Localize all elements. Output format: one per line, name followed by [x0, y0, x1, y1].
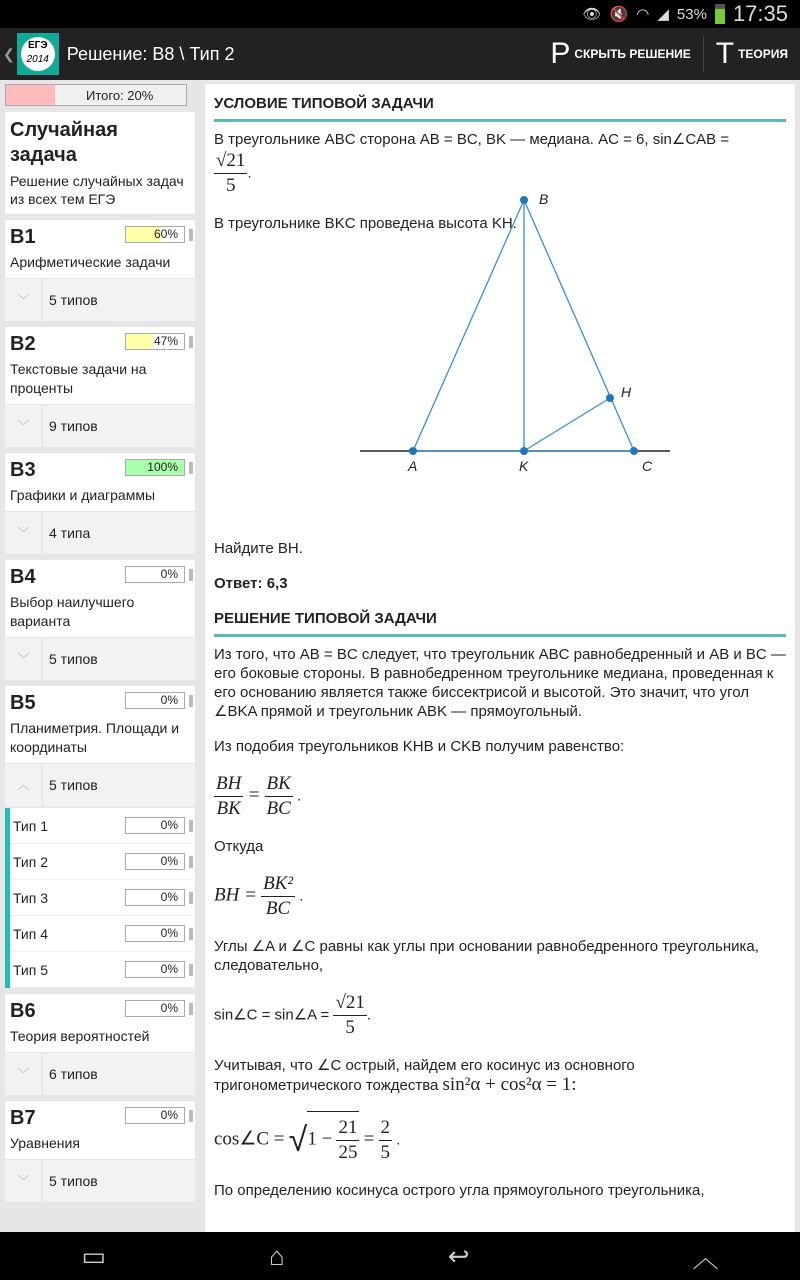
wifi-icon: ◠: [636, 6, 650, 23]
equals: =: [363, 1128, 375, 1150]
subtype-label: Тип 3: [13, 889, 49, 906]
solution-para-1: Из того, что AB = BC следует, что треугольник ABC равнобедренный и AB и BC — его боковые стороны. В равнобедренном треугольнике медиана, проведенная к его основанию является также биссектрисой и высотой. Это значит, что угол ∠BKA прямой и треугольник ABK — прямоугольный.: [214, 646, 786, 720]
progress-label: 0%: [160, 1001, 178, 1015]
label-k: K: [519, 458, 529, 474]
solution-para-2: Из подобия треугольников KHB и CKB получим равенство:: [214, 738, 625, 755]
section-card-b5[interactable]: [5, 686, 195, 806]
types-count: 9 типов: [49, 418, 98, 434]
types-count: 5 типов: [49, 1173, 98, 1189]
section-code: B4: [10, 566, 36, 588]
numerator: BH: [214, 772, 243, 797]
subtype-progress: [125, 961, 185, 978]
point-h: [606, 394, 614, 402]
point-c: [630, 447, 638, 455]
denominator: BC: [266, 798, 291, 819]
section-expand-row[interactable]: [5, 763, 195, 806]
types-count: 5 типов: [49, 777, 98, 793]
condition-line: В треугольнике ABC сторона AB = BC, BK — медиана. AC = 6, sin∠CAB =: [214, 131, 730, 148]
hide-solution-label: СКРЫТЬ РЕШЕНИЕ: [574, 47, 691, 61]
equation-3: sin∠C = sin∠A = $\frac{√21}{5}$ .: [214, 992, 372, 1038]
progress-label: 0%: [160, 926, 178, 940]
subtype-label: Тип 1: [13, 817, 49, 834]
chevron-down-icon[interactable]: ﹀: [5, 279, 43, 321]
mute-icon: 🔇: [609, 6, 629, 23]
subtype-progress: [125, 889, 185, 906]
point-a: [409, 447, 417, 455]
section-name: Арифметические задачи: [10, 254, 171, 270]
section-name: Теория вероятностей: [10, 1028, 150, 1044]
subtype-label: Тип 2: [13, 853, 49, 870]
progress-label: 100%: [147, 460, 178, 474]
random-task-desc: Решение случайных задач из всех тем ЕГЭ: [10, 173, 184, 207]
condition-text-2: В треугольнике BKC проведена высота KH.: [214, 215, 517, 232]
condition-text: В треугольнике ABC сторона AB = BC, BK — медиана. AC = 6, sin∠CAB = $\frac{√21}{5}$ .: [214, 131, 730, 196]
back-nav-icon[interactable]: ↩: [447, 1240, 470, 1271]
subtype-progress: [125, 853, 185, 870]
label-c: C: [642, 458, 653, 474]
app-logo[interactable]: [17, 33, 59, 75]
equation-lhs: BH =: [214, 884, 257, 906]
section-expand-row[interactable]: [5, 511, 195, 554]
point-b: [520, 196, 528, 204]
battery-icon: [715, 4, 725, 24]
numerator: √21: [214, 149, 247, 174]
back-icon[interactable]: ❮: [3, 45, 15, 62]
section-name: Планиметрия. Площади и координаты: [10, 720, 180, 755]
chevron-down-icon[interactable]: ﹀: [5, 405, 43, 447]
subtype-progress: [125, 817, 185, 834]
sin-fraction: [214, 149, 247, 198]
section-expand-row[interactable]: [5, 278, 195, 321]
section-expand-row[interactable]: [5, 1159, 195, 1202]
height-kh: [524, 398, 610, 451]
numerator: BK²: [261, 872, 295, 897]
subtype-progress: [125, 925, 185, 942]
progress-label: 0%: [160, 890, 178, 904]
section-progress: [125, 459, 185, 476]
denominator: 5: [380, 1142, 391, 1163]
find-text: Найдите BH.: [214, 540, 303, 557]
root-text: 1 −: [307, 1128, 333, 1150]
section-card-b2[interactable]: [5, 327, 195, 447]
chevron-down-icon[interactable]: ﹀: [5, 512, 43, 554]
subtype-item[interactable]: [10, 844, 195, 880]
progress-label: 60%: [153, 227, 178, 241]
solution-heading: РЕШЕНИЕ ТИПОВОЙ ЗАДАЧИ: [214, 609, 786, 637]
section-name: Выбор наилучшего варианта: [10, 594, 135, 629]
types-count: 5 типов: [49, 292, 98, 308]
denominator: BK: [216, 798, 241, 819]
types-count: 6 типов: [49, 1066, 98, 1082]
sidebar[interactable]: [5, 84, 195, 1232]
section-expand-row[interactable]: [5, 1052, 195, 1095]
numerator: 2: [379, 1116, 393, 1141]
fraction: [265, 772, 293, 821]
page-title: Решение: B8 \ Тип 2: [66, 43, 235, 64]
random-task-card[interactable]: [5, 112, 195, 214]
equation-lhs: cos∠C =: [214, 1128, 285, 1150]
content-panel[interactable]: [205, 84, 795, 1232]
section-header[interactable]: [5, 453, 195, 511]
numerator: BK: [265, 772, 293, 797]
label-h: H: [621, 384, 632, 400]
total-progress-fill: [6, 85, 55, 105]
section-header[interactable]: [5, 994, 195, 1052]
section-name: Текстовые задачи на проценты: [10, 361, 147, 396]
total-label: Итого: 20%: [86, 88, 154, 103]
section-progress: [125, 1107, 185, 1124]
section-code: B1: [10, 226, 36, 248]
types-count: 5 типов: [49, 651, 98, 667]
section-code: B6: [10, 1000, 36, 1022]
solution-para-3: Откуда: [214, 838, 264, 855]
section-code: B5: [10, 692, 36, 714]
denominator: 5: [225, 175, 236, 196]
total-progress: [5, 84, 187, 106]
progress-label: 47%: [153, 334, 178, 348]
hide-solution-button[interactable]: [538, 28, 702, 80]
section-header[interactable]: [5, 1101, 195, 1159]
chevron-down-icon[interactable]: ﹀: [5, 1160, 43, 1202]
theory-label: ТЕОРИЯ: [738, 47, 788, 61]
denominator: BC: [265, 898, 291, 919]
progress-label: 0%: [160, 567, 178, 581]
equation-4: cos∠C = √1 − $\frac{21}{25}$ = $\frac{2}{5}$ .: [214, 1111, 786, 1165]
equation-lhs: sin∠C = sin∠A =: [214, 1006, 330, 1024]
subtype-item[interactable]: [10, 880, 195, 916]
clock: 17:35: [732, 1, 788, 26]
denominator: 5: [345, 1017, 355, 1038]
eye-icon: 👁: [582, 6, 602, 23]
section-card-b3[interactable]: [5, 453, 195, 554]
solution-para-6: По определению косинуса острого угла прямоугольного треугольника,: [214, 1182, 705, 1199]
subtype-item[interactable]: [10, 916, 195, 952]
section-card-b4[interactable]: [5, 560, 195, 680]
section-header[interactable]: [5, 686, 195, 763]
solution-para-5: [214, 1056, 786, 1095]
menu-up-icon[interactable]: ︿: [692, 1242, 719, 1273]
progress-label: 0%: [160, 854, 178, 868]
section-code: B3: [10, 459, 36, 481]
recent-apps-icon[interactable]: ▭: [81, 1240, 107, 1271]
section-progress: [125, 566, 185, 583]
denominator: 25: [338, 1142, 358, 1163]
label-b: B: [539, 191, 549, 207]
fraction: [333, 991, 366, 1040]
system-nav-bar: [0, 1232, 800, 1280]
section-progress: [125, 333, 185, 350]
label-a: A: [408, 458, 418, 474]
section-code: B2: [10, 333, 36, 355]
progress-label: 0%: [160, 693, 178, 707]
section-card-b6[interactable]: [5, 994, 195, 1095]
section-expand-row[interactable]: [5, 404, 195, 447]
random-task-title: Случайная задача: [10, 119, 118, 166]
numerator: √21: [333, 991, 366, 1016]
theory-icon: Т: [715, 37, 735, 70]
section-progress: [125, 226, 185, 243]
condition-heading: УСЛОВИЕ ТИПОВОЙ ЗАДАЧИ: [214, 94, 786, 122]
section-name: Графики и диаграммы: [10, 487, 156, 503]
section-header[interactable]: [5, 560, 195, 637]
solution-icon: Р: [550, 37, 571, 70]
numerator: 21: [336, 1116, 359, 1141]
fraction: [379, 1116, 393, 1165]
section-progress: [125, 1000, 185, 1017]
equation-2: BH = $\frac{\text{BK²}}{BC}$ .: [214, 873, 304, 919]
chevron-down-icon[interactable]: ﹀: [5, 1053, 43, 1095]
fraction: [261, 872, 295, 921]
signal-icon: ◢: [657, 6, 669, 23]
subtype-list: [5, 808, 195, 988]
progress-label: 0%: [160, 962, 178, 976]
logo-text: ЕГЭ: [28, 40, 48, 51]
solution-text: Учитывая, что ∠C острый, найдем его косинус из основного тригонометрического тождества: [214, 1057, 635, 1094]
section-card-b1[interactable]: [5, 220, 195, 321]
equation-1: $\frac{BH}{BK}$ = $\frac{BK}{BC}$ .: [216, 773, 302, 819]
section-name: Уравнения: [10, 1135, 80, 1151]
progress-label: 0%: [160, 1108, 178, 1122]
fraction: [336, 1116, 359, 1165]
theory-button[interactable]: [704, 28, 800, 80]
fraction: [214, 772, 243, 821]
section-header[interactable]: [5, 327, 195, 404]
solution-para-4: Углы ∠A и ∠C равны как углы при основании равнобедренного треугольника, следовательно,: [214, 938, 759, 974]
section-progress: [125, 692, 185, 709]
subtype-item[interactable]: [10, 808, 195, 844]
progress-label: 0%: [160, 818, 178, 832]
subtype-label: Тип 5: [13, 961, 49, 978]
battery-percent: 53%: [676, 5, 707, 23]
action-bar: [0, 28, 800, 80]
logo-year: 2014: [26, 54, 49, 65]
chevron-down-icon[interactable]: ﹀: [5, 638, 43, 680]
types-count: 4 типа: [49, 525, 91, 541]
subtype-item[interactable]: [10, 952, 195, 988]
progress-fill: [126, 334, 153, 349]
answer: Ответ: 6,3: [214, 575, 288, 592]
identity-formula: sin²α + cos²α = 1:: [442, 1074, 577, 1095]
point-k: [520, 447, 528, 455]
section-header[interactable]: [5, 220, 195, 278]
section-card-b7[interactable]: [5, 1101, 195, 1202]
chevron-up-icon[interactable]: ︿: [5, 764, 43, 806]
subtype-label: Тип 4: [13, 925, 49, 942]
home-icon[interactable]: ⌂: [269, 1240, 285, 1271]
status-bar: [0, 0, 800, 28]
section-expand-row[interactable]: [5, 637, 195, 680]
section-code: B7: [10, 1107, 36, 1129]
